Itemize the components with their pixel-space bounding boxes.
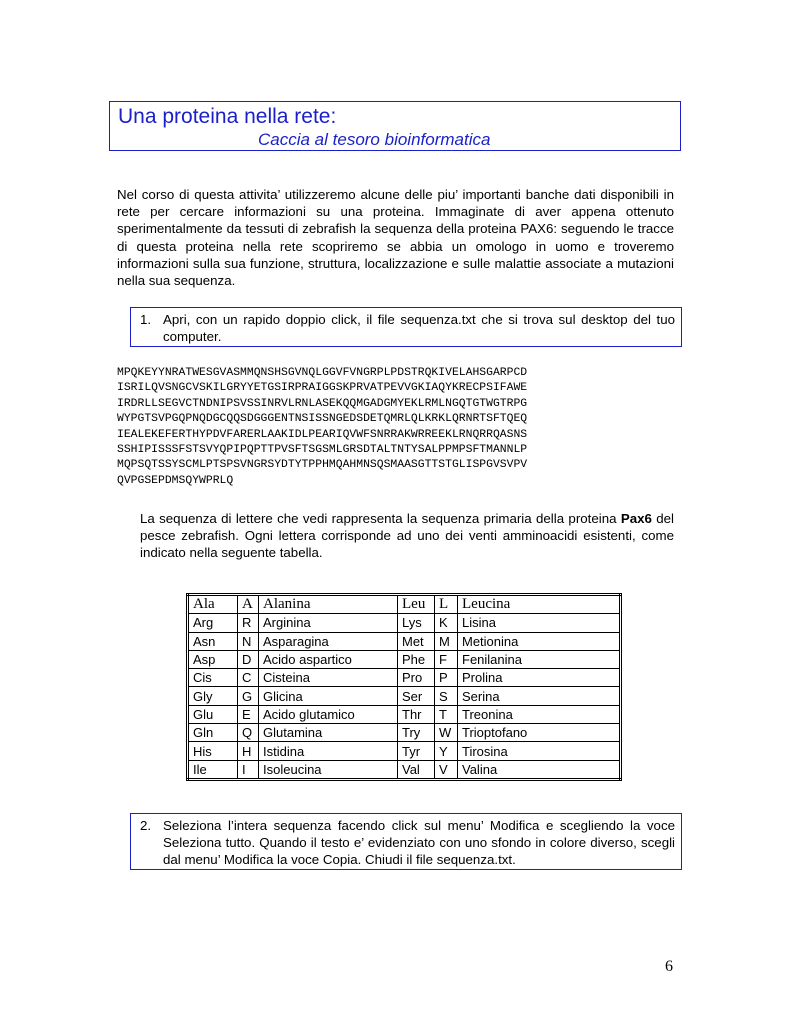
aa-code-cell: Q <box>238 724 259 742</box>
aa-name-cell: Metionina <box>458 632 621 650</box>
page-subtitle: Caccia al tesoro bioinformatica <box>258 130 491 149</box>
step-2-number: 2. <box>140 818 152 833</box>
aa-code-cell: D <box>238 650 259 668</box>
sequence-line: IRDRLLSEGVCTNDNIPSVSSINRVLRNLASEKQQMGADGMYEKLRMLNGQTGTWGTRPG <box>117 397 528 410</box>
aa-abbr-cell: Ser <box>398 687 435 705</box>
aa-name-cell: Prolina <box>458 669 621 687</box>
step-1-box <box>130 307 682 347</box>
aa-abbr-cell: Pro <box>398 669 435 687</box>
aa-code-cell: S <box>435 687 458 705</box>
aa-code-cell: Y <box>435 742 458 760</box>
aa-name-cell: Treonina <box>458 705 621 723</box>
aa-code-cell: G <box>238 687 259 705</box>
table-row <box>188 705 621 723</box>
protein-name: Pax6 <box>620 511 652 526</box>
table-row <box>188 687 621 705</box>
aa-abbr-cell: Leu <box>398 595 435 614</box>
aa-abbr-cell: Met <box>398 632 435 650</box>
page-title: Una proteina nella rete: <box>118 105 337 128</box>
table-row <box>188 595 621 614</box>
aa-code-cell: M <box>435 632 458 650</box>
aa-name-cell: Leucina <box>458 595 621 614</box>
aa-abbr-cell: Arg <box>188 614 238 632</box>
aa-name-cell: Serina <box>458 687 621 705</box>
aa-abbr-cell: Cis <box>188 669 238 687</box>
aa-code-cell: T <box>435 705 458 723</box>
table-row <box>188 742 621 760</box>
sequence-explanation <box>140 510 674 562</box>
aa-name-cell: Acido aspartico <box>259 650 398 668</box>
aa-abbr-cell: Ile <box>188 760 238 779</box>
aa-abbr-cell: Ala <box>188 595 238 614</box>
aa-name-cell: Isoleucina <box>259 760 398 779</box>
aa-abbr-cell: His <box>188 742 238 760</box>
aa-name-cell: Tirosina <box>458 742 621 760</box>
aa-code-cell: N <box>238 632 259 650</box>
aa-code-cell: V <box>435 760 458 779</box>
sequence-line: MPQKEYYNRATWESGVASMMQNSHSGVNQLGGVFVNGRPLPDSTRQKIVELAHSGARPCD <box>117 367 528 379</box>
aa-abbr-cell: Asp <box>188 650 238 668</box>
aa-abbr-cell: Glu <box>188 705 238 723</box>
para2-text-before: La sequenza di lettere che vedi rappresenta la sequenza primaria della proteina <box>140 511 621 526</box>
aa-code-cell: K <box>435 614 458 632</box>
sequence-line: IEALEKEFERTHYPDVFARERLAAKIDLPEARIQVWFSNRRAKWRREEKLRNQRRQASNS <box>117 428 528 441</box>
intro-paragraph: Nel corso di questa attivita’ utilizzeremo alcune delle piu’ importanti banche dati disponibili in rete per cercare informazioni su una proteina. Immaginate di aver appena ottenuto sperimentalmente da tessuti di zebrafish la sequenza della proteina PAX6: seguendo le tracce di questa proteina nella rete scopriremo se abbia un omologo in uomo e troveremo informazioni sulla sua funzione, struttura, localizzazione e sulle malattie associate a mutazioni nella sua sequenza. <box>117 187 674 289</box>
aa-abbr-cell: Phe <box>398 650 435 668</box>
aa-name-cell: Fenilanina <box>458 650 621 668</box>
aa-name-cell: Cisteina <box>259 669 398 687</box>
step-1-text: Apri, con un rapido doppio click, il file sequenza.txt che si trova sul desktop del tuo computer. <box>163 312 675 345</box>
aa-code-cell: R <box>238 614 259 632</box>
aa-name-cell: Trioptofano <box>458 724 621 742</box>
table-row <box>188 669 621 687</box>
step-2-text: Seleziona l’intera sequenza facendo click sul menu’ Modifica e scegliendo la voce Seleziona tutto. Quando il testo e’ evidenziato con uno sfondo in colore diverso, scegli dal menu’ Modifica la voce Copia. Chiudi il file sequenza.txt. <box>163 818 675 868</box>
table-row <box>188 650 621 668</box>
table-row <box>188 760 621 779</box>
para2-text-after: del pesce zebrafish. Ogni lettera corrisponde ad uno dei venti amminoacidi esistenti, come indicato nella seguente tabella. <box>140 511 674 561</box>
aa-code-cell: A <box>238 595 259 614</box>
aa-name-cell: Istidina <box>259 742 398 760</box>
aa-code-cell: C <box>238 669 259 687</box>
table-row <box>188 724 621 742</box>
amino-acid-table <box>186 593 622 781</box>
aa-name-cell: Valina <box>458 760 621 779</box>
aa-code-cell: I <box>238 760 259 779</box>
sequence-line: SSHIPISSSFSTSVYQPIPQPTTPVSFTSGSMLGRSDTALTNTYSALPPMPSFTMANNLP <box>117 444 528 457</box>
sequence-line: MQPSQTSSYSCMLPTSPSVNGRSYDTYTPPHMQAHMNSQSMAASGTTSTGLISPGVSVPV <box>117 459 528 472</box>
aa-name-cell: Asparagina <box>259 632 398 650</box>
aa-abbr-cell: Gly <box>188 687 238 705</box>
aa-name-cell: Alanina <box>259 595 398 614</box>
aa-code-cell: P <box>435 669 458 687</box>
aa-name-cell: Arginina <box>259 614 398 632</box>
aa-code-cell: W <box>435 724 458 742</box>
step-1-number: 1. <box>140 312 152 327</box>
aa-name-cell: Glicina <box>259 687 398 705</box>
aa-code-cell: E <box>238 705 259 723</box>
aa-abbr-cell: Try <box>398 724 435 742</box>
aa-abbr-cell: Thr <box>398 705 435 723</box>
aa-name-cell: Acido glutamico <box>259 705 398 723</box>
table-row <box>188 614 621 632</box>
aa-abbr-cell: Tyr <box>398 742 435 760</box>
table-row <box>188 632 621 650</box>
aa-abbr-cell: Val <box>398 760 435 779</box>
protein-sequence <box>117 366 527 489</box>
sequence-line: QVPGSEPDMSQYWPRLQ <box>117 474 234 487</box>
sequence-line: WYPGTSVPGQPNQDGCQQSDGGGENTNSISSNGEDSDETQMRLQLKRKLQRNRTSFTQEQ <box>117 413 528 426</box>
aa-code-cell: F <box>435 650 458 668</box>
title-box <box>109 101 681 151</box>
aa-abbr-cell: Gln <box>188 724 238 742</box>
step-2-box <box>130 813 682 870</box>
aa-name-cell: Lisina <box>458 614 621 632</box>
aa-abbr-cell: Lys <box>398 614 435 632</box>
aa-abbr-cell: Asn <box>188 632 238 650</box>
aa-name-cell: Glutamina <box>259 724 398 742</box>
aa-code-cell: L <box>435 595 458 614</box>
page-number: 6 <box>665 958 673 975</box>
aa-code-cell: H <box>238 742 259 760</box>
sequence-line: ISRILQVSNGCVSKILGRYYETGSIRPRAIGGSKPRVATPEVVGKIAQYKRECPSIFAWE <box>117 382 528 395</box>
